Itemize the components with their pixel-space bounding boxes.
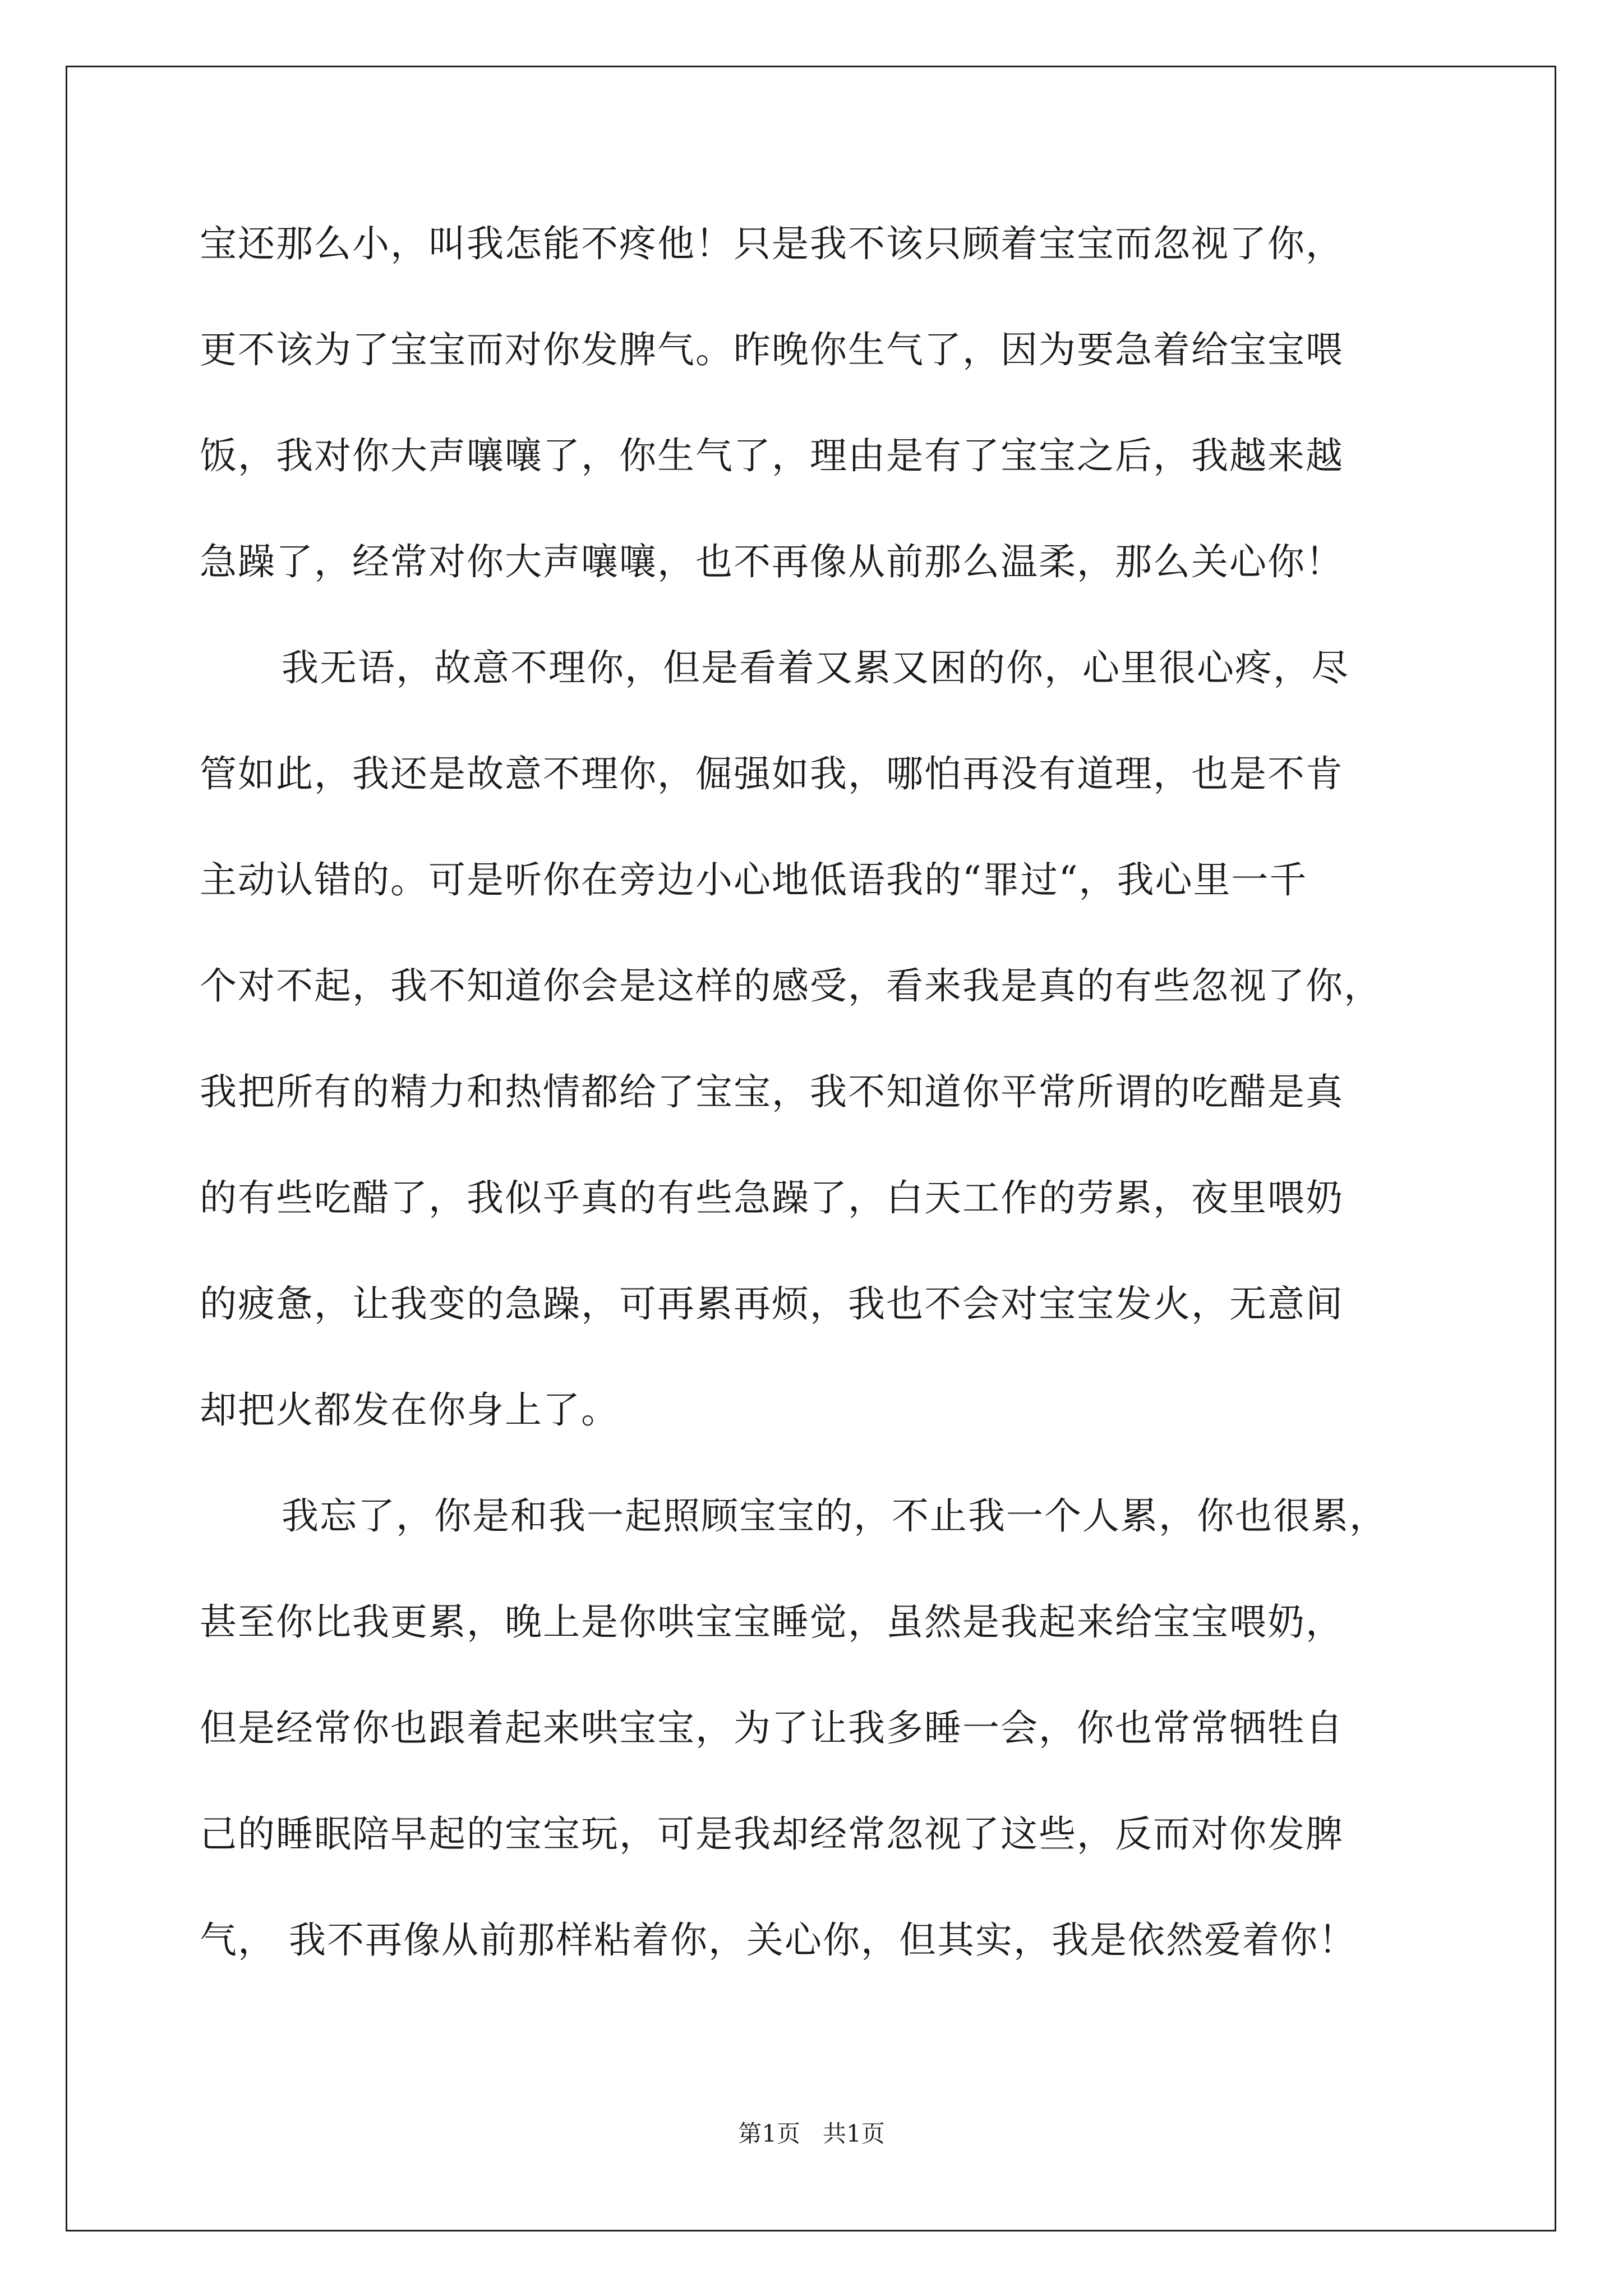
text-line: 我忘了，你是和我一起照顾宝宝的，不止我一个人累，你也很累， (282, 1494, 1387, 1538)
text-line: 我把所有的精力和热情都给了宝宝，我不知道你平常所谓的吃醋是真 (200, 1070, 1344, 1114)
text-line: 气， 我不再像从前那样粘着你，关心你，但其实，我是依然爱着你！ (200, 1918, 1357, 1962)
text-line: 主动认错的。可是听你在旁边小心地低语我的“罪过“，我心里一千 (200, 858, 1308, 901)
document-body (200, 191, 1433, 1993)
text-line: 却把火都发在你身上了。 (200, 1388, 619, 1432)
text-line: 管如此，我还是故意不理你，倔强如我，哪怕再没有道理，也是不肯 (200, 752, 1344, 795)
text-line: 个对不起，我不知道你会是这样的感受，看来我是真的有些忽视了你， (200, 964, 1382, 1007)
text-line: 己的睡眠陪早起的宝宝玩，可是我却经常忽视了这些，反而对你发脾 (200, 1812, 1344, 1856)
text-line: 饭，我对你大声嚷嚷了，你生气了，理由是有了宝宝之后，我越来越 (200, 434, 1344, 477)
text-line: 更不该为了宝宝而对你发脾气。昨晚你生气了，因为要急着给宝宝喂 (200, 328, 1344, 371)
page-footer: 第1页 共1页 (738, 2120, 885, 2147)
text-line: 但是经常你也跟着起来哄宝宝，为了让我多睡一会，你也常常牺牲自 (200, 1706, 1344, 1750)
text-line: 宝还那么小，叫我怎能不疼他！只是我不该只顾着宝宝而忽视了你， (200, 222, 1344, 265)
text-line: 急躁了，经常对你大声嚷嚷，也不再像从前那么温柔，那么关心你！ (200, 540, 1344, 583)
text-line: 我无语，故意不理你，但是看着又累又困的你，心里很心疼，尽 (282, 646, 1349, 689)
text-line: 的疲惫，让我变的急躁，可再累再烦，我也不会对宝宝发火，无意间 (200, 1282, 1344, 1326)
text-line: 甚至你比我更累，晚上是你哄宝宝睡觉，虽然是我起来给宝宝喂奶， (200, 1600, 1344, 1644)
text-line: 的有些吃醋了，我似乎真的有些急躁了，白天工作的劳累，夜里喂奶 (200, 1176, 1344, 1220)
